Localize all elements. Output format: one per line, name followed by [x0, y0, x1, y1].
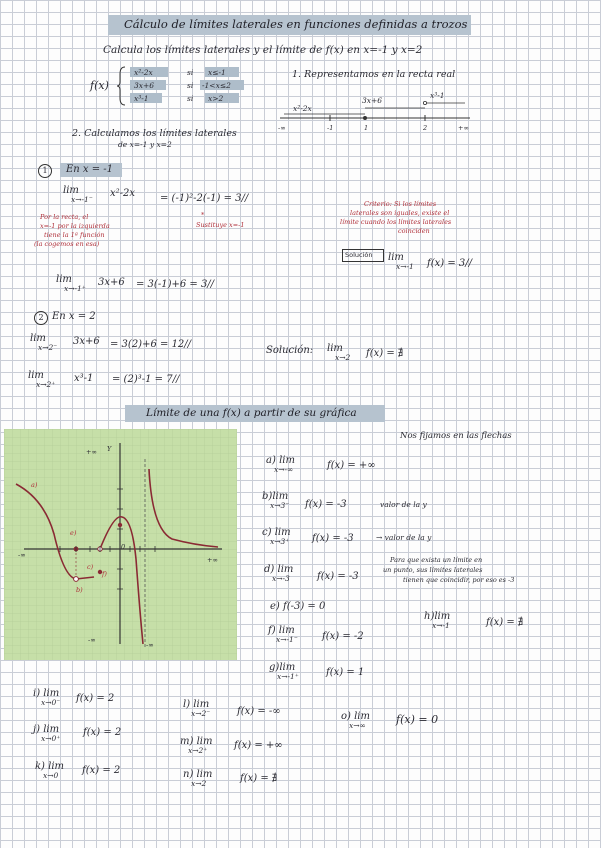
- part1-solution-expr: f(x) = 3//: [427, 258, 472, 269]
- answer-c-note: → valor de la y: [376, 533, 432, 542]
- part1-lim-right: lim x→-1⁺: [56, 274, 86, 293]
- graph-note: Nos fijamos en las flechas: [400, 431, 512, 441]
- answer-n-expr: f(x) = ∄: [240, 773, 278, 784]
- part1-number: 1: [38, 164, 52, 178]
- graph-x-bottom-right: -∞: [146, 641, 154, 649]
- answer-d: d) lim x→-3: [264, 564, 294, 583]
- answer-b-expr: f(x) = -3: [305, 499, 347, 510]
- part2-solution-lim: lim x→2: [327, 343, 351, 362]
- tick-neg-inf: -∞: [278, 124, 286, 132]
- part2-number: 2: [34, 311, 48, 325]
- part1-solution-label: Solución: [345, 251, 373, 259]
- answer-i-expr: f(x) = 2: [76, 693, 115, 704]
- piece-expr-1: x²-2x: [134, 68, 153, 77]
- answer-n: n) lim x→2: [183, 769, 213, 788]
- graph-y-bottom: -∞: [88, 636, 96, 644]
- criteria-3: límite cuando los límites laterales: [340, 218, 452, 226]
- part1-lim-left-result: = (-1)²-2(-1) = 3//: [160, 193, 249, 204]
- answer-g-expr: f(x) = 1: [326, 667, 365, 678]
- part2-lim-right-expr: x³-1: [74, 373, 94, 384]
- d-note-2: un punto, sus límites laterales: [383, 566, 483, 574]
- part1-header: En x = -1: [66, 164, 114, 175]
- graph-label-f: f): [102, 570, 107, 578]
- answer-h: h)lim x→-1: [424, 611, 451, 630]
- answer-c-expr: f(x) = -3: [312, 533, 354, 544]
- graph-label-a: a): [31, 481, 38, 489]
- answer-b: b)lim x→3⁻: [262, 491, 290, 510]
- part1-lim-left-expr: x²-2x: [110, 188, 136, 199]
- part1-lim-left: lim x→-1⁻: [63, 185, 93, 204]
- answer-j-expr: f(x) = 2: [83, 727, 122, 738]
- graph-label-zero: 0: [121, 543, 126, 551]
- function-name: f(x): [90, 79, 109, 92]
- answer-o: o) lim x→∞: [341, 711, 370, 730]
- instruction: Calcula los límites laterales y el límite de f(x) en x=-1 y x=2: [103, 44, 423, 56]
- part2-lim-right: lim x→2⁺: [28, 370, 56, 389]
- graph-y-top: +∞: [86, 448, 97, 456]
- part1-note-right: Sustituye x=-1: [196, 221, 245, 229]
- piece-cond-3: si: [187, 94, 194, 103]
- part2-lim-right-result: = (2)³-1 = 7//: [112, 374, 180, 385]
- tick-1: 1: [364, 124, 369, 132]
- part2-header: En x = 2: [52, 311, 96, 322]
- answer-a-expr: f(x) = +∞: [327, 460, 376, 471]
- criteria-1: Criterio: Si los límites: [364, 200, 437, 208]
- answer-j: j) lim x→0⁺: [33, 724, 61, 743]
- criteria-4: coinciden: [398, 227, 430, 235]
- graph-y-axis-label: Y: [107, 445, 112, 453]
- part2-lim-left: lim x→2⁻: [30, 333, 58, 352]
- answer-a: a) lim x→-∞: [266, 455, 295, 474]
- part1-note-left-2: x=-1 por la izquierda: [40, 222, 110, 230]
- answer-l: l) lim x→2⁻: [183, 699, 211, 718]
- part1-lim-right-result: = 3(-1)+6 = 3//: [136, 279, 215, 290]
- step1-text: 1. Representamos en la recta real: [292, 69, 456, 80]
- answer-i: i) lim x→0⁻: [33, 688, 61, 707]
- part2-lim-left-result: = 3(2)+6 = 12//: [110, 339, 192, 350]
- piece-domain-3: x>2: [208, 94, 224, 103]
- answer-c: c) lim x→3⁺: [262, 527, 291, 546]
- tick-neg-1: -1: [327, 124, 334, 132]
- section2-title: Límite de una f(x) a partir de su gráfica: [146, 407, 357, 419]
- answer-b-note: valor de la y: [380, 500, 427, 509]
- answer-k: k) lim x→0: [35, 761, 65, 780]
- answer-o-expr: f(x) = 0: [396, 713, 439, 726]
- part1-note-left-3: tiene la 1ª función: [44, 231, 105, 239]
- step2-line2: de x=-1 y x=2: [118, 140, 172, 149]
- number-line: [280, 100, 480, 130]
- graph-label-e: e): [70, 529, 77, 537]
- numberline-label-3: x³-1: [430, 91, 445, 100]
- tick-pos-inf: +∞: [458, 124, 469, 132]
- graph-x-right: +∞: [207, 556, 218, 564]
- answer-e: e) f(-3) = 0: [270, 601, 326, 612]
- graph-x-left: -∞: [18, 551, 26, 559]
- part1-solution-lim: lim x→-1: [388, 252, 414, 271]
- answer-d-expr: f(x) = -3: [317, 571, 359, 582]
- answer-g: g)lim x→-1⁺: [269, 662, 299, 681]
- part1-lim-right-expr: 3x+6: [98, 277, 125, 288]
- step2-line1: 2. Calculamos los límites laterales: [72, 128, 237, 139]
- d-note-3: tienen que coincidir, por eso es -3: [403, 576, 515, 584]
- page-title: Cálculo de límites laterales en funciones definidas a trozos: [124, 17, 468, 31]
- d-note-1: Para que exista un límite en: [390, 556, 483, 564]
- tick-2: 2: [423, 124, 428, 132]
- piece-cond-2: si: [187, 81, 194, 90]
- graph-label-c: c): [87, 563, 94, 571]
- answer-k-expr: f(x) = 2: [82, 765, 121, 776]
- answer-f-expr: f(x) = -2: [322, 631, 364, 642]
- part1-note-left-4: (la cogemos en esa): [34, 240, 100, 248]
- answer-m-expr: f(x) = +∞: [234, 740, 283, 751]
- graph-label-b: b): [76, 586, 83, 594]
- piece-domain-1: x≤-1: [208, 68, 226, 77]
- piece-expr-2: 3x+6: [134, 81, 155, 90]
- answer-m: m) lim x→2⁺: [180, 736, 213, 755]
- piece-domain-2: -1<x≤2: [202, 81, 231, 90]
- answer-h-expr: f(x) = ∄: [486, 617, 524, 628]
- part2-lim-left-expr: 3x+6: [73, 336, 100, 347]
- answer-f: f) lim x→-1⁻: [268, 625, 298, 644]
- answer-l-expr: f(x) = -∞: [237, 706, 281, 717]
- piece-expr-3: x³-1: [134, 94, 149, 103]
- brace-icon: [117, 66, 127, 106]
- numberline-label-1: x²-2x: [293, 104, 312, 113]
- part2-solution-expr: f(x) = ∄: [366, 348, 404, 359]
- part1-note-right-mark: *: [201, 211, 205, 219]
- numberline-label-2: 3x+6: [362, 96, 383, 105]
- criteria-2: laterales son iguales, existe el: [350, 209, 450, 217]
- part2-solution-label: Solución:: [266, 345, 314, 356]
- part1-note-left-1: Por la recta, el: [40, 213, 89, 221]
- piece-cond-1: si: [187, 68, 194, 77]
